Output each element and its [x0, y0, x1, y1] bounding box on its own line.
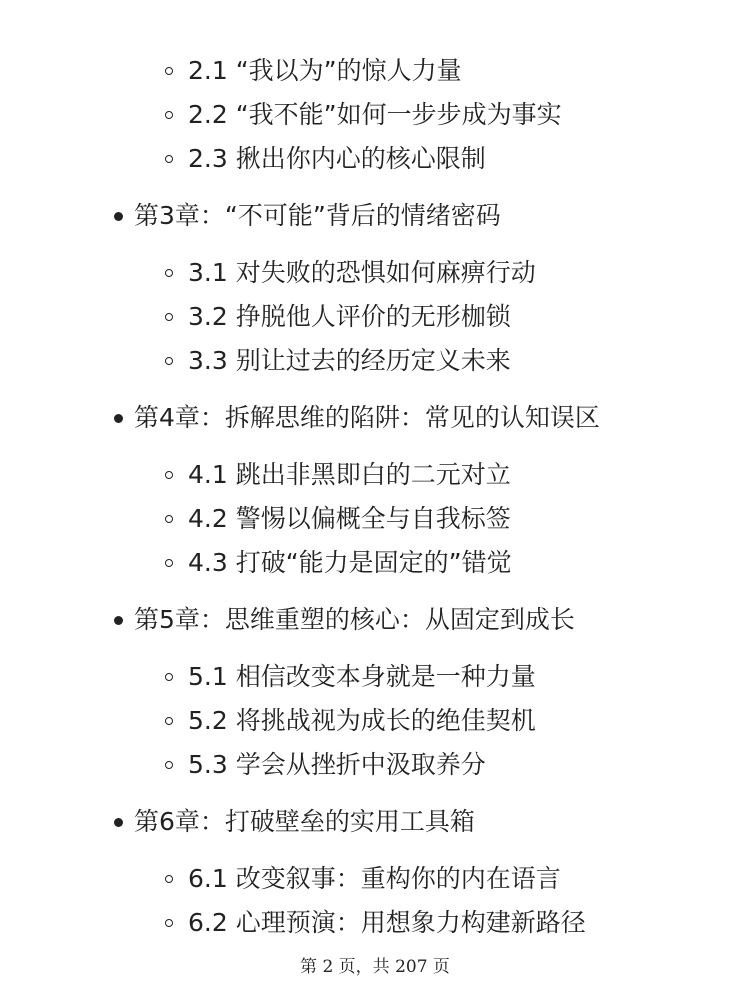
toc-chapter-label: 第6章：打破壁垒的实用工具箱: [134, 807, 475, 836]
filled-bullet-icon: [111, 402, 125, 434]
hollow-bullet-icon: [162, 301, 176, 333]
toc-section-label: 4.1 跳出非黑即白的二元对立: [188, 460, 511, 489]
toc-section-label: 4.2 警惕以偏概全与自我标签: [188, 504, 511, 533]
hollow-bullet-icon: [162, 257, 176, 289]
toc-section-label: 6.1 改变叙事：重构你的内在语言: [188, 864, 561, 893]
toc-chapter-label: 第3章：“不可能”背后的情绪密码: [134, 201, 501, 230]
toc-section-label: 3.2 挣脱他人评价的无形枷锁: [188, 302, 511, 331]
hollow-bullet-icon: [162, 547, 176, 579]
toc-section-label: 2.1 “我以为”的惊人力量: [188, 56, 462, 85]
hollow-bullet-icon: [162, 345, 176, 377]
toc-section-label: 3.3 别让过去的经历定义未来: [188, 346, 511, 375]
filled-bullet-icon: [111, 604, 125, 636]
toc-section-label: 2.3 揪出你内心的核心限制: [188, 144, 486, 173]
hollow-bullet-icon: [162, 503, 176, 535]
page-number-footer: 第 2 页，共 207 页: [300, 957, 450, 977]
hollow-bullet-icon: [162, 55, 176, 87]
toc-section-label: 5.3 学会从挫折中汲取养分: [188, 750, 486, 779]
hollow-bullet-icon: [162, 907, 176, 939]
hollow-bullet-icon: [162, 99, 176, 131]
toc-section-label: 5.1 相信改变本身就是一种力量: [188, 662, 536, 691]
toc-chapter-label: 第5章：思维重塑的核心：从固定到成长: [134, 605, 575, 634]
toc-section-label: 4.3 打破“能力是固定的”错觉: [188, 548, 512, 577]
hollow-bullet-icon: [162, 661, 176, 693]
hollow-bullet-icon: [162, 863, 176, 895]
filled-bullet-icon: [111, 806, 125, 838]
hollow-bullet-icon: [162, 749, 176, 781]
filled-bullet-icon: [111, 200, 125, 232]
toc-section-label: 5.2 将挑战视为成长的绝佳契机: [188, 706, 536, 735]
hollow-bullet-icon: [162, 459, 176, 491]
toc-section-label: 6.2 心理预演：用想象力构建新路径: [188, 908, 586, 937]
hollow-bullet-icon: [162, 143, 176, 175]
toc-section-label: 3.1 对失败的恐惧如何麻痹行动: [188, 258, 536, 287]
toc-chapter-label: 第4章：拆解思维的陷阱：常见的认知误区: [134, 403, 600, 432]
hollow-bullet-icon: [162, 705, 176, 737]
toc-section-label: 2.2 “我不能”如何一步步成为事实: [188, 100, 562, 129]
